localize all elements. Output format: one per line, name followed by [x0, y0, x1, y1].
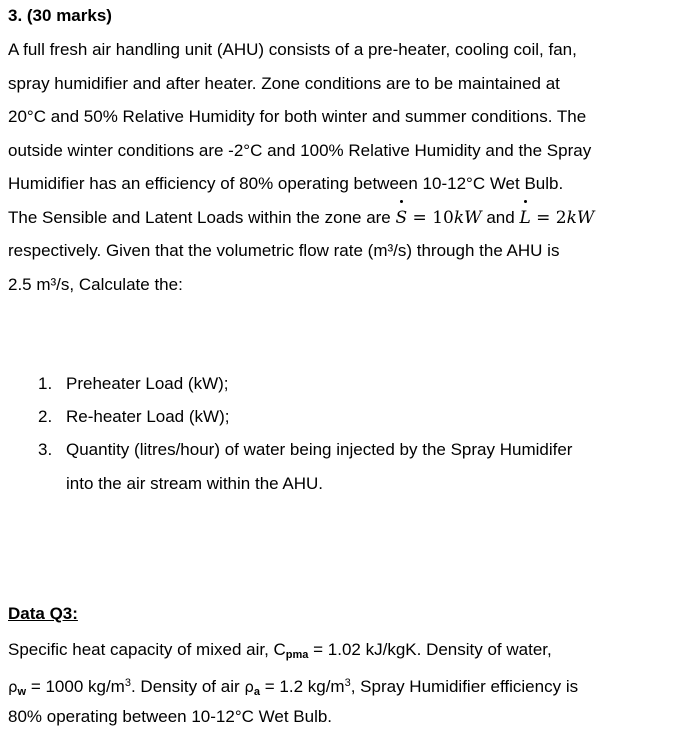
s-unit: kW: [453, 207, 482, 228]
air-density-value: = 1.2 kg/m: [260, 676, 345, 696]
s-dot-symbol: S: [396, 202, 408, 236]
list-item: [0, 367, 678, 400]
rho-water-symbol: ρ: [8, 677, 18, 696]
question-paragraph: [8, 33, 673, 301]
latent-load-equation: [519, 208, 594, 228]
l-unit: kW: [566, 207, 595, 228]
loads-prefix: The Sensible and Latent Loads within the zone are: [8, 207, 396, 227]
question-heading: 3. (30 marks): [8, 6, 112, 25]
data-paragraph: [8, 633, 673, 734]
list-item: [0, 400, 678, 433]
rho-water-subscript: w: [17, 685, 27, 698]
intro-line-4: outside winter conditions are -2°C and 100% Relative Humidity and the Spray: [8, 140, 592, 160]
data-line-3: 80% operating between 10-12°C Wet Bulb.: [8, 707, 333, 726]
intro-line-3: 20°C and 50% Relative Humidity for both winter and summer conditions. The: [8, 107, 587, 126]
list-item-text: Quantity (litres/hour) of water being injected by the Spray Humidifer: [66, 440, 573, 459]
l-value: = 2: [530, 207, 567, 228]
list-item-number: 2.: [38, 407, 53, 426]
data-line-1: [8, 633, 673, 667]
calculate-line: 2.5 m³/s, Calculate the:: [8, 274, 183, 294]
list-item-text: Preheater Load (kW);: [66, 374, 229, 393]
superscript-3: 3: [344, 676, 351, 689]
list-item-number: 1.: [38, 374, 53, 393]
water-density-value: = 1000 kg/m: [26, 676, 125, 696]
rho-air-subscript: a: [253, 685, 261, 698]
intro-line-2: spray humidifier and after heater. Zone conditions are to be maintained at: [8, 73, 560, 93]
list-item-number: 3.: [38, 440, 53, 459]
intro-line-5: Humidifier has an efficiency of 80% operating between 10-12°C Wet Bulb.: [8, 174, 564, 193]
sensible-load-equation: [396, 208, 482, 228]
loads-and: and: [481, 207, 520, 227]
cp-prefix: Specific heat capacity of mixed air, C: [8, 640, 286, 659]
loads-line: [8, 201, 673, 235]
rho-air-symbol: ρ: [244, 677, 254, 696]
cp-suffix: = 1.02 kJ/kgK. Density of water,: [308, 640, 552, 659]
flow-line: respectively. Given that the volumetric flow rate (m³/s) through the AHU is: [8, 241, 560, 260]
list-item-text: Re-heater Load (kW);: [66, 407, 230, 426]
data-heading: Data Q3:: [8, 604, 78, 623]
s-value: = 10: [407, 207, 454, 228]
l-dot-symbol: L: [519, 202, 530, 236]
air-density-label: . Density of air: [130, 676, 245, 696]
superscript-3: 3: [124, 676, 131, 689]
list-item-continuation: [0, 467, 678, 500]
cp-subscript: pma: [285, 649, 309, 661]
intro-line-1: A full fresh air handling unit (AHU) consists of a pre-heater, cooling coil, fan,: [8, 40, 577, 59]
data-line-2: [8, 667, 673, 701]
efficiency-text: , Spray Humidifier efficiency is: [350, 676, 579, 696]
list-item-text: into the air stream within the AHU.: [66, 474, 324, 493]
list-item: [0, 433, 678, 466]
